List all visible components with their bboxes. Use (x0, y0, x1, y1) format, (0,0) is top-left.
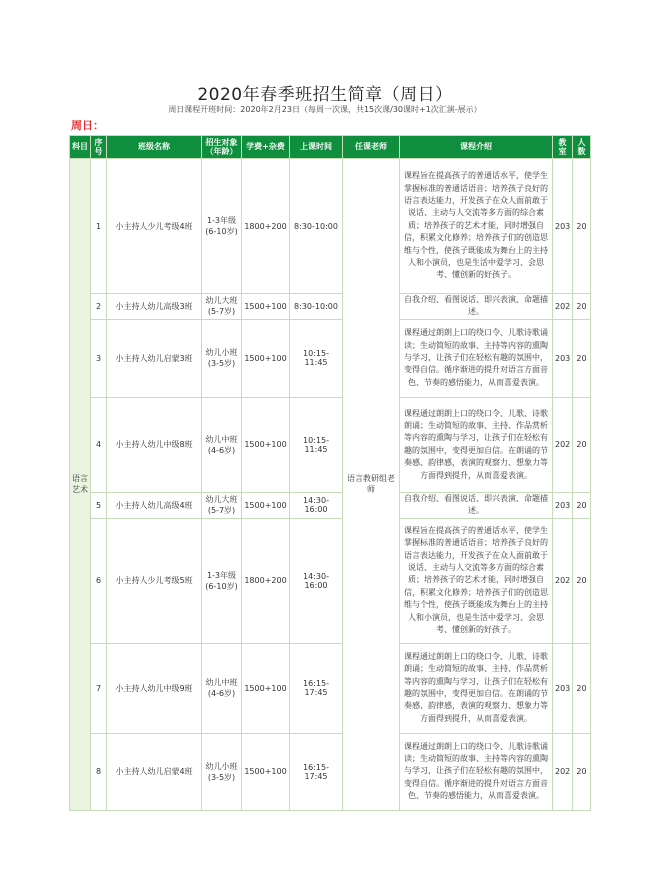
row-time: 14:30-16:00 (290, 518, 343, 643)
row-no: 3 (91, 319, 107, 397)
row-room: 202 (553, 733, 573, 810)
table-row (70, 294, 591, 320)
schedule-table (69, 135, 591, 811)
header-subject: 科目 (70, 136, 91, 159)
page-subtitle: 周日课程开班时间：2020年2月23日（每周一次课，共15次课/30课时+1次汇演-展示） (168, 105, 482, 114)
row-target: 幼儿小班(3-5岁) (202, 733, 242, 810)
day-label: 周日： (71, 119, 104, 132)
row-no: 4 (91, 397, 107, 492)
row-count: 20 (573, 643, 591, 733)
row-class-name: 小主持人幼儿启蒙3班 (107, 319, 202, 397)
header-fee: 学费+杂费 (242, 136, 290, 159)
header-class-name: 班级名称 (107, 136, 202, 159)
row-time: 8:30-10:00 (290, 159, 343, 294)
subject-cell: 语言艺术 (70, 159, 91, 811)
row-no: 2 (91, 294, 107, 320)
row-room: 202 (553, 518, 573, 643)
row-count: 20 (573, 733, 591, 810)
row-class-name: 小主持人幼儿高级3班 (107, 294, 202, 320)
row-no: 7 (91, 643, 107, 733)
row-no: 8 (91, 733, 107, 810)
table-row (70, 397, 591, 492)
row-class-name: 小主持人幼儿高级4班 (107, 492, 202, 518)
header-count: 人数 (573, 136, 591, 159)
row-room: 203 (553, 159, 573, 294)
row-count: 20 (573, 397, 591, 492)
header-no: 序号 (91, 136, 107, 159)
row-room: 203 (553, 643, 573, 733)
row-no: 5 (91, 492, 107, 518)
row-fee: 1500+100 (242, 397, 290, 492)
row-fee: 1800+200 (242, 159, 290, 294)
row-no: 6 (91, 518, 107, 643)
header-target: 招生对象（年龄） (202, 136, 242, 159)
row-count: 20 (573, 518, 591, 643)
row-intro: 课程通过朗朗上口的绕口令、儿歌、诗歌朗诵；生动简短的故事、主持、作品赏析等内容的熏陶与学习，让孩子们在轻松有趣的氛围中，变得更加自信。在朗诵的节奏感、韵律感，表演的观察力、想象力等方面得到提升，从而喜爱表演。 (400, 643, 553, 733)
row-target: 1-3年级(6-10岁) (202, 159, 242, 294)
page-title: 2020年春季班招生简章（周日） (197, 85, 453, 105)
row-class-name: 小主持人幼儿启蒙4班 (107, 733, 202, 810)
row-count: 20 (573, 319, 591, 397)
row-class-name: 小主持人幼儿中级8班 (107, 397, 202, 492)
row-fee: 1500+100 (242, 733, 290, 810)
row-room: 203 (553, 319, 573, 397)
header-room: 教室 (553, 136, 573, 159)
row-room: 202 (553, 294, 573, 320)
header-time: 上课时间 (290, 136, 343, 159)
table-header-row (70, 136, 591, 159)
table-row (70, 733, 591, 810)
header-intro: 课程介绍 (400, 136, 553, 159)
row-intro: 课程通过朗朗上口的绕口令、儿歌、诗歌朗诵；生动简短的故事、主持、作品赏析等内容的熏陶与学习，让孩子们在轻松有趣的氛围中，变得更加自信。在朗诵的节奏感、韵律感，表演的观察力、想象力等方面得到提升，从而喜爱表演。 (400, 397, 553, 492)
row-target: 1-3年级(6-10岁) (202, 518, 242, 643)
table-row (70, 518, 591, 643)
row-intro: 课程旨在提高孩子的普通话水平，使学生掌握标准的普通话语音；培养孩子良好的语言表达能力，开发孩子在众人面前敢于说话、主动与人交流等多方面的综合素质；培养孩子的艺术才能，同时增强自信，积累文化修养；培养孩子们的创造思维与个性，使孩子既能成为舞台上的主持人和小演员，也是生活中爱学习、会思考、懂创新的好孩子。 (400, 518, 553, 643)
row-intro: 自我介绍、看图说话、即兴表演、命题描述。 (400, 294, 553, 320)
table-row (70, 159, 591, 294)
row-fee: 1500+100 (242, 294, 290, 320)
row-target: 幼儿小班(3-5岁) (202, 319, 242, 397)
row-room: 202 (553, 397, 573, 492)
row-intro: 课程通过朗朗上口的绕口令、儿歌诗歌诵读；生动简短的故事、主持等内容的熏陶与学习，让孩子们在轻松有趣的氛围中，变得自信。循序渐进的提升对语言方面音色、节奏的感悟能力，从而喜爱表演。 (400, 319, 553, 397)
row-fee: 1500+100 (242, 492, 290, 518)
row-target: 幼儿中班(4-6岁) (202, 643, 242, 733)
row-count: 20 (573, 294, 591, 320)
row-intro: 课程旨在提高孩子的普通话水平，使学生掌握标准的普通话语音；培养孩子良好的语言表达能力，开发孩子在众人面前敢于说话、主动与人交流等多方面的综合素质；培养孩子的艺术才能，同时增强自信，积累文化修养；培养孩子们的创造思维与个性，使孩子既能成为舞台上的主持人和小演员，也是生活中爱学习、会思考、懂创新的好孩子。 (400, 159, 553, 294)
row-target: 幼儿中班(4-6岁) (202, 397, 242, 492)
row-time: 10:15-11:45 (290, 319, 343, 397)
row-intro: 自我介绍、看图说话、即兴表演、命题描述。 (400, 492, 553, 518)
row-count: 20 (573, 492, 591, 518)
table-row (70, 643, 591, 733)
row-time: 16:15-17:45 (290, 733, 343, 810)
row-time: 10:15-11:45 (290, 397, 343, 492)
row-time: 16:15-17:45 (290, 643, 343, 733)
row-target: 幼儿大班(5-7岁) (202, 492, 242, 518)
row-class-name: 小主持人幼儿中级9班 (107, 643, 202, 733)
row-target: 幼儿大班(5-7岁) (202, 294, 242, 320)
table-row (70, 492, 591, 518)
row-time: 14:30-16:00 (290, 492, 343, 518)
row-fee: 1500+100 (242, 643, 290, 733)
row-intro: 课程通过朗朗上口的绕口令、儿歌诗歌诵读；生动简短的故事、主持等内容的熏陶与学习，让孩子们在轻松有趣的氛围中，变得自信。循序渐进的提升对语言方面音色、节奏的感悟能力，从而喜爱表演。 (400, 733, 553, 810)
row-fee: 1500+100 (242, 319, 290, 397)
row-fee: 1800+200 (242, 518, 290, 643)
row-time: 8:30-10:00 (290, 294, 343, 320)
row-count: 20 (573, 159, 591, 294)
header-teacher: 任课老师 (343, 136, 400, 159)
row-class-name: 小主持人少儿考级4班 (107, 159, 202, 294)
row-room: 203 (553, 492, 573, 518)
table-row (70, 319, 591, 397)
teacher-cell: 语言教研组老师 (343, 159, 400, 811)
row-class-name: 小主持人少儿考级5班 (107, 518, 202, 643)
row-no: 1 (91, 159, 107, 294)
